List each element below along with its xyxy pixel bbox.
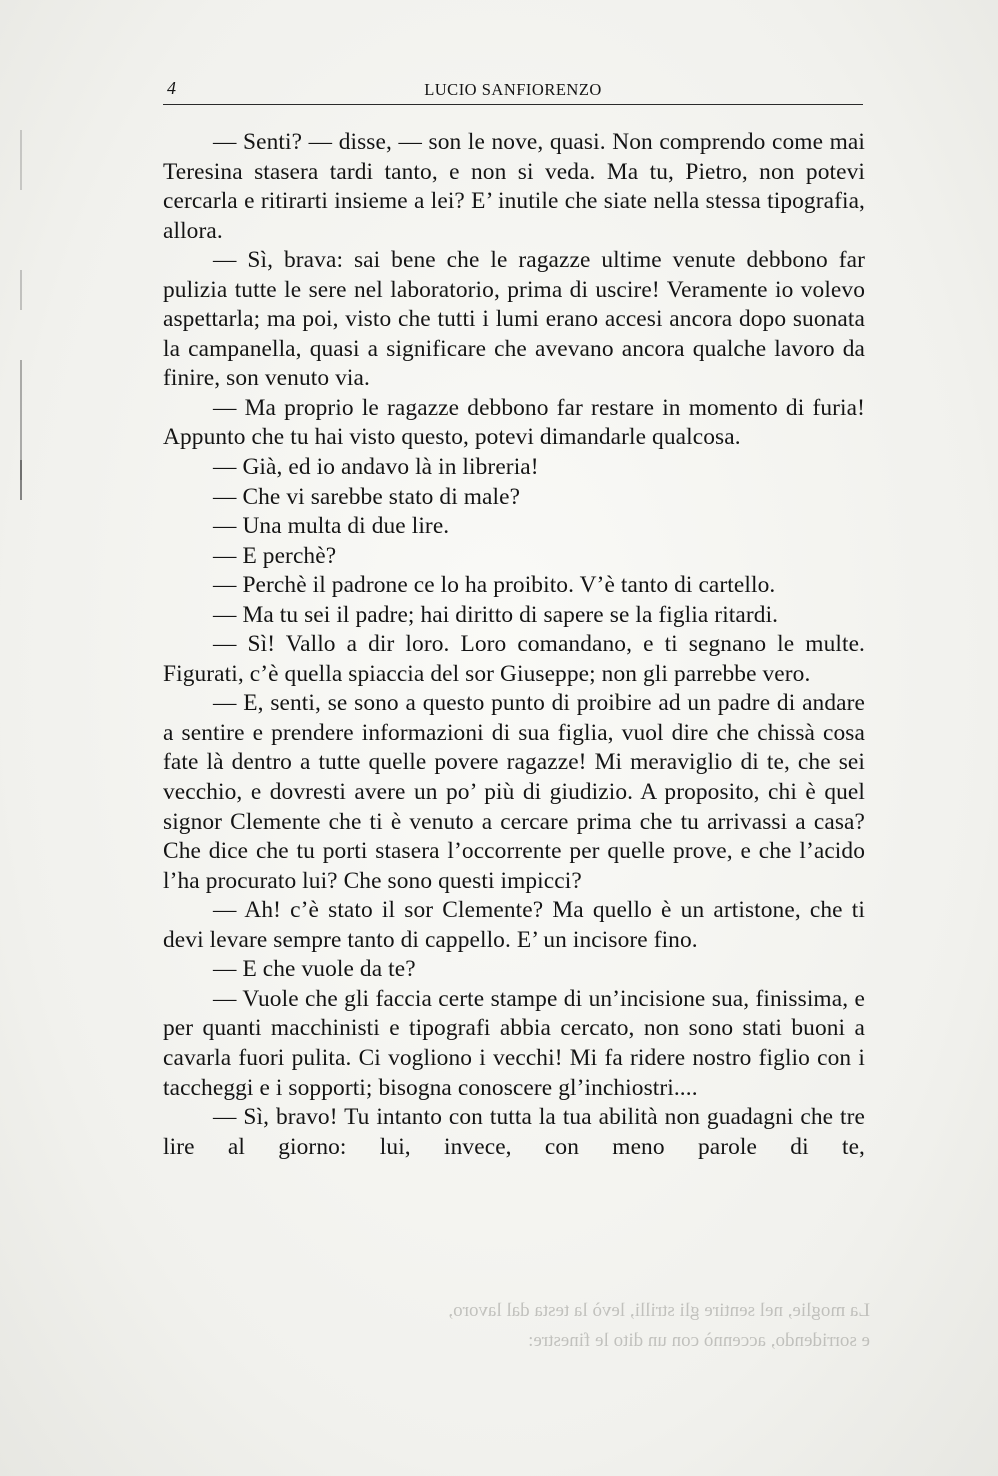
paragraph: — Sì! Vallo a dir loro. Loro comandano, e ti segnano le multe. Figurati, c’è quella spiaccia del sor Giuseppe; non gli parrebbe vero. xyxy=(163,631,865,687)
paragraph: — Ah! c’è stato il sor Clemente? Ma quello è un artistone, che ti devi levare sempre tanto di cappello. E’ un incisore fino. xyxy=(163,897,865,953)
bleed-through-line: e sorridendo, accennò con un dito le finestre: xyxy=(528,1330,870,1351)
running-head xyxy=(163,78,863,100)
paragraph: — Già, ed io andavo là in libreria! xyxy=(213,454,539,481)
paragraph: — Sì, brava: sai bene che le ragazze ultime venute debbono far pulizia tutte le sere nel laboratorio, prima di uscire! Veramente io volevo aspettarla; ma poi, visto che tutti i lumi erano accesi ancora dopo suonata la campanella, quasi a significare che avevano ancora qualche lavoro da finire, son venuto via. xyxy=(163,247,865,392)
paragraph: — E, senti, se sono a questo punto di proibire ad un padre di andare a sentire e prendere informazioni di sua figlia, vuol dire che chissà cosa fate là dentro a tutte quelle povere ragazze! Mi meraviglio di te, che sei vecchio, e dovresti avere un po’ più di giudizio. A proposito, chi è quel signor Clemente che ti è venuto a cercare prima che tu arrivassi a casa? Che dice che tu porti stasera l’occorrente per quelle prove, e che l’acido l’ha procurato lui? Che sono questi impicci? xyxy=(163,690,865,894)
paragraph: — Ma tu sei il padre; hai diritto di sapere se la figlia ritardi. xyxy=(213,601,779,628)
scan-edge-marks xyxy=(0,120,30,500)
paragraph: — Ma proprio le ragazze debbono far restare in momento di furia! Appunto che tu hai visto questo, potevi dimandarle qualcosa. xyxy=(163,394,865,451)
bleed-through-text xyxy=(330,1296,870,1356)
paragraph: — Senti? — disse, — son le nove, quasi. Non comprendo come mai Teresina stasera tardi tanto, e non si veda. Ma tu, Pietro, non potevi cercarla e ritirarti insieme a lei? E’ inutile che siate nella stessa tipografia, allora. xyxy=(163,129,865,244)
bleed-through-line: La moglie, nel sentire gli strilli, levò la testa dal lavoro, xyxy=(448,1300,870,1321)
paragraph: — Vuole che gli faccia certe stampe di un’incisione sua, finissima, e per quanti macchinisti e tipografi abbia cercato, non sono stati buoni a cavarla fuori pulita. Ci vogliono i vecchi! Mi fa ridere nostro figlio con i taccheggi e i sopporti; bisogna conoscere gl’inchiostri.... xyxy=(163,985,865,1101)
book-title: LUCIO SANFIORENZO xyxy=(424,80,602,99)
paragraph: — Perchè il padrone ce lo ha proibito. V’è tanto di cartello. xyxy=(213,572,776,599)
paragraph: — Sì, bravo! Tu intanto con tutta la tua abilità non guadagni che tre lire al giorno: lui, invece, con meno parole di te, xyxy=(163,1104,865,1160)
page-number: 4 xyxy=(167,78,176,98)
paragraph: — Una multa di due lire. xyxy=(213,513,450,540)
body-text xyxy=(163,128,865,1162)
header-rule xyxy=(163,104,863,105)
paragraph: — E perchè? xyxy=(213,542,337,569)
paragraph: — E che vuole da te? xyxy=(213,956,416,983)
paragraph: — Che vi sarebbe stato di male? xyxy=(213,483,521,510)
